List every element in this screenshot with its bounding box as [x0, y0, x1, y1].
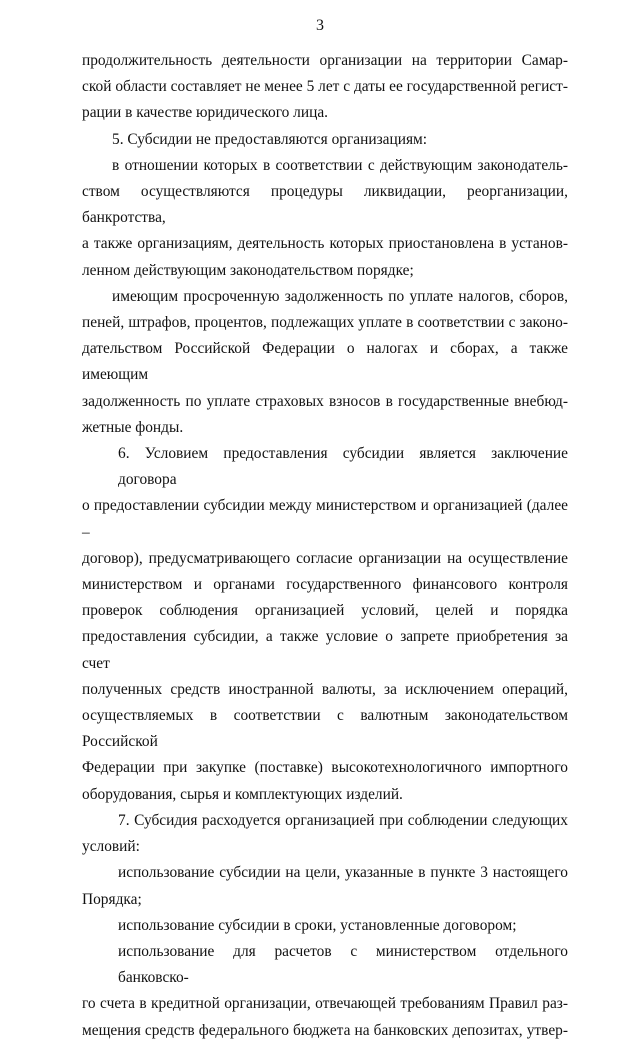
text-line: Порядка;: [82, 890, 142, 908]
text-line: условий:: [82, 838, 140, 856]
paragraph-item-6: [82, 441, 568, 808]
document-body: [82, 48, 568, 1044]
text-line: договор), предусматривающего согласие организации на осуществление: [82, 549, 568, 567]
text-line: имеющим просроченную задолженность по уплате налогов, сборов,: [112, 287, 568, 305]
paragraph-item-7: [82, 808, 568, 860]
text-line: проверок соблюдения организацией условий, целей и порядка: [82, 602, 568, 620]
text-line: о предоставлении субсидии между министерством и организацией (далее –: [82, 497, 568, 541]
text-line: 7. Субсидия расходуется организацией при соблюдении следующих: [118, 811, 568, 829]
text-line: пеней, штрафов, процентов, подлежащих уплате в соответствии с законо-: [82, 314, 568, 332]
paragraph-condition-terms: [82, 913, 568, 939]
text-line: полученных средств иностранной валюты, за исключением операций,: [82, 680, 568, 698]
paragraph-subitem-debt: [82, 284, 568, 441]
text-line: осуществляемых в соответствии с валютным законодательством Российской: [82, 707, 568, 751]
paragraph-condition-account: [82, 939, 568, 1044]
text-line: предоставления субсидии, а также условие о запрете приобретения за счет: [82, 628, 568, 672]
text-line: 5. Субсидии не предоставляются организациям:: [112, 130, 428, 148]
text-line: министерством и органами государственного финансового контроля: [82, 576, 568, 594]
text-line: ской области составляет не менее 5 лет с даты ее государственной регист-: [82, 78, 568, 96]
text-line: использование субсидии на цели, указанные в пункте 3 настоящего: [118, 864, 568, 882]
text-line: Федерации при закупке (поставке) высокотехнологичного импортного: [82, 759, 568, 777]
text-line: а также организациям, деятельность которых приостановлена в установ-: [82, 235, 568, 253]
text-line: использование для расчетов с министерством отдельного банковско-: [118, 942, 568, 987]
text-line: продолжительность деятельности организации на территории Самар-: [82, 52, 568, 69]
text-line: го счета в кредитной организации, отвечающей требованиям Правил раз-: [82, 995, 568, 1013]
text-line: мещения средств федерального бюджета на банковских депозитах, утвер-: [82, 1021, 568, 1039]
text-line: дательством Российской Федерации о налогах и сборах, а также имеющим: [82, 340, 568, 384]
text-line: оборудования, сырья и комплектующих изделий.: [82, 785, 403, 803]
text-line: использование субсидии в сроки, установленные договором;: [118, 916, 517, 934]
text-line: 6. Условием предоставления субсидии является заключение договора: [118, 445, 568, 489]
paragraph-subitem-liquidation: [82, 153, 568, 284]
text-line: задолженность по уплате страховых взносов в государственные внебюд-: [82, 392, 568, 410]
paragraph-continuation: [82, 48, 568, 127]
text-line: ством осуществляются процедуры ликвидации, реорганизации, банкротства,: [82, 183, 568, 227]
text-line: в отношении которых в соответствии с действующим законодатель-: [112, 156, 568, 174]
text-line: рации в качестве юридического лица.: [82, 104, 329, 122]
page-number: 3: [316, 17, 324, 34]
paragraph-item-5: [82, 127, 568, 153]
text-line: жетные фонды.: [82, 418, 184, 436]
text-line: ленном действующим законодательством порядке;: [82, 261, 414, 279]
